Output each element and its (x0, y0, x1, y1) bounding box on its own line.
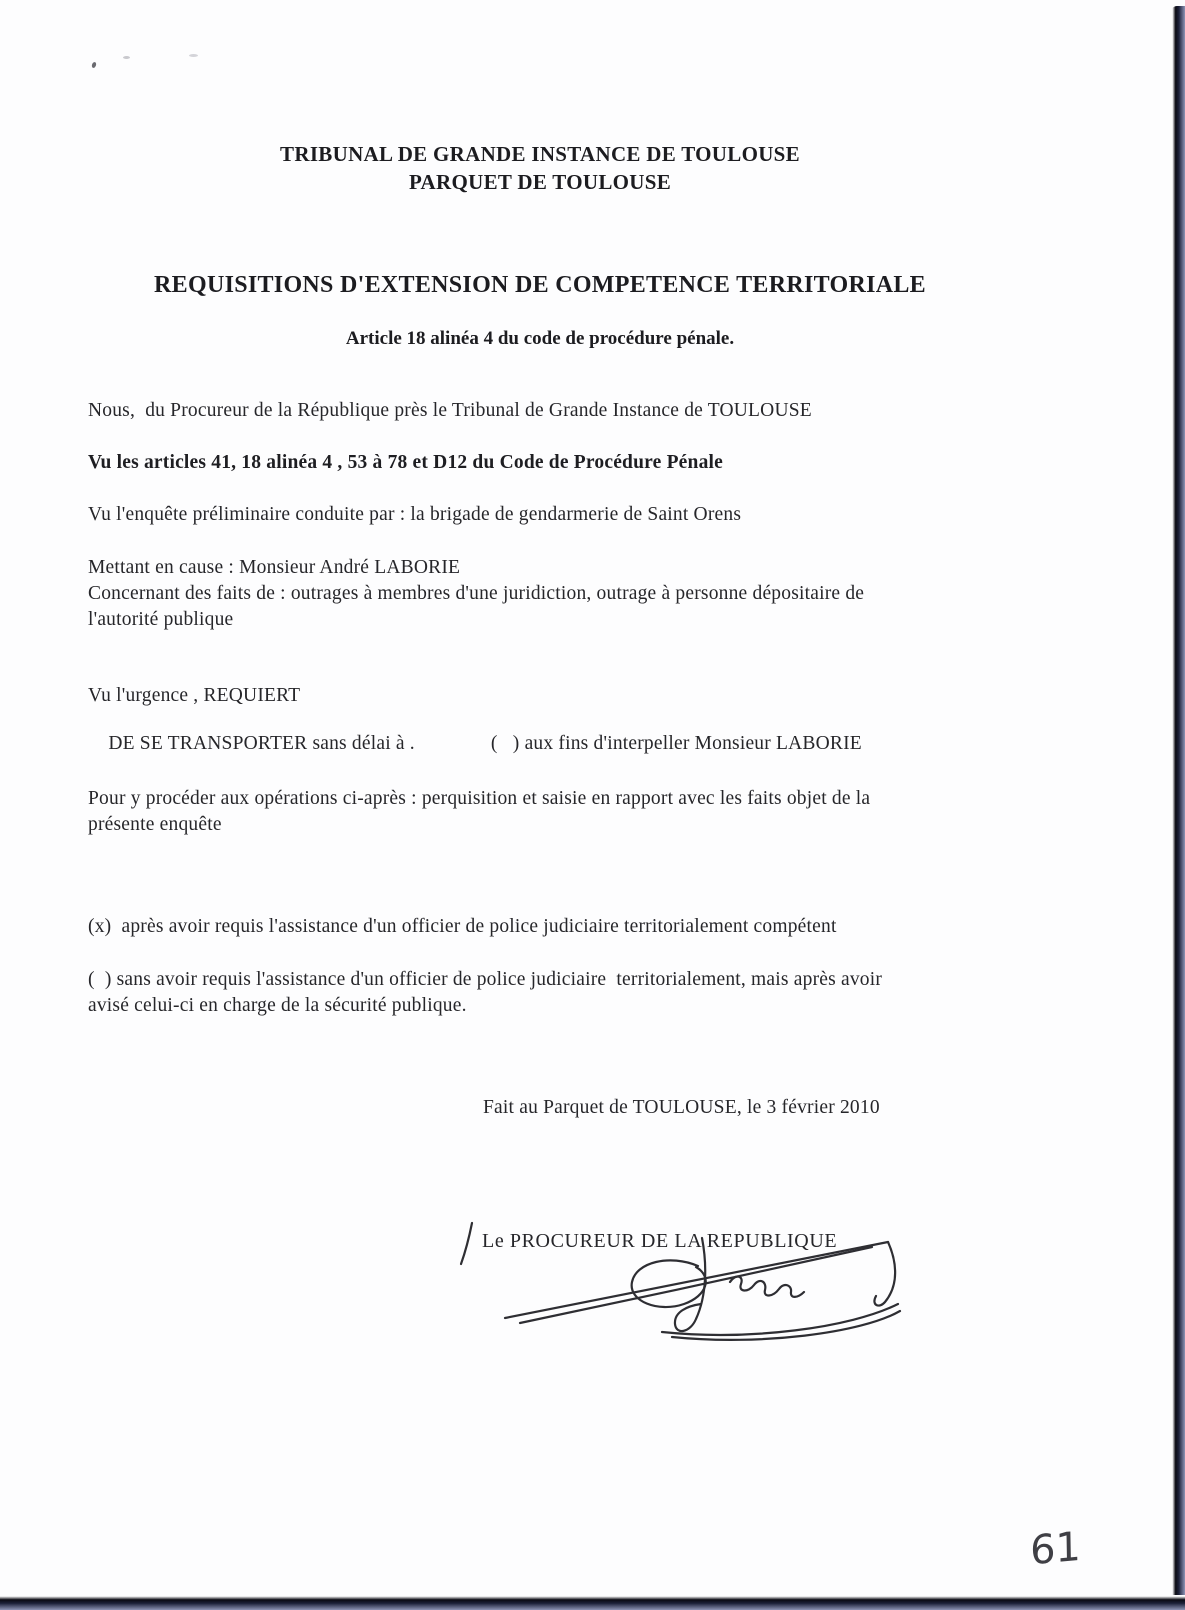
line-pour-proceder-1: Pour y procéder aux opérations ci-après : perquisition et saisie en rapport avec les faits objet de la (88, 788, 871, 809)
document-subtitle: Article 18 alinéa 4 du code de procédure pénale. (345, 328, 735, 349)
scan-speck (189, 54, 198, 57)
scan-speck (91, 61, 97, 68)
line-nous: Nous, du Procureur de la République près le Tribunal de Grande Instance de TOULOUSE (88, 400, 812, 421)
checkbox-line-unchecked-1: ( ) sans avoir requis l'assistance d'un officier de police judiciaire territorialement, mais après avoir (88, 969, 883, 990)
handwritten-signature-icon (430, 1190, 920, 1360)
interpeller-text: ( ) aux fins d'interpeller Monsieur LABORIE (490, 733, 862, 754)
checkbox-line-unchecked-2: avisé celui-ci en charge de la sécurité publique. (88, 995, 467, 1016)
date-place-line: Fait au Parquet de TOULOUSE, le 3 février 2010 (483, 1097, 880, 1118)
line-mettant-en-cause: Mettant en cause : Monsieur André LABORIE (88, 557, 461, 578)
court-name: TRIBUNAL DE GRANDE INSTANCE DE TOULOUSE (280, 142, 800, 166)
scan-edge-shadow-right (1171, 6, 1185, 1610)
line-pour-proceder-2: présente enquête (88, 814, 222, 835)
line-concernant-1: Concernant des faits de : outrages à membres d'une juridiction, outrage à personne dépositaire de (88, 583, 865, 604)
parquet-name: PARQUET DE TOULOUSE (408, 170, 672, 194)
scan-speck (123, 56, 130, 59)
transporter-text: DE SE TRANSPORTER sans délai à . (108, 733, 415, 754)
scan-edge-shadow-bottom (0, 1595, 1185, 1610)
line-transporter (88, 711, 862, 777)
document-title: REQUISITIONS D'EXTENSION DE COMPETENCE TERRITORIALE (154, 272, 926, 298)
handwritten-page-number: 61 (1029, 1523, 1082, 1575)
line-urgence: Vu l'urgence , REQUIERT (88, 685, 301, 706)
checkbox-line-checked: (x) après avoir requis l'assistance d'un officier de police judiciaire territorialement compétent (88, 916, 837, 937)
court-letterhead (60, 140, 1020, 196)
line-vu-enquete: Vu l'enquête préliminaire conduite par : la brigade de gendarmerie de Saint Orens (88, 504, 742, 525)
line-vu-articles: Vu les articles 41, 18 alinéa 4 , 53 à 78 et D12 du Code de Procédure Pénale (88, 452, 724, 473)
signatory-title: Le PROCUREUR DE LA REPUBLIQUE (482, 1230, 838, 1252)
line-concernant-2: l'autorité publique (88, 609, 234, 630)
